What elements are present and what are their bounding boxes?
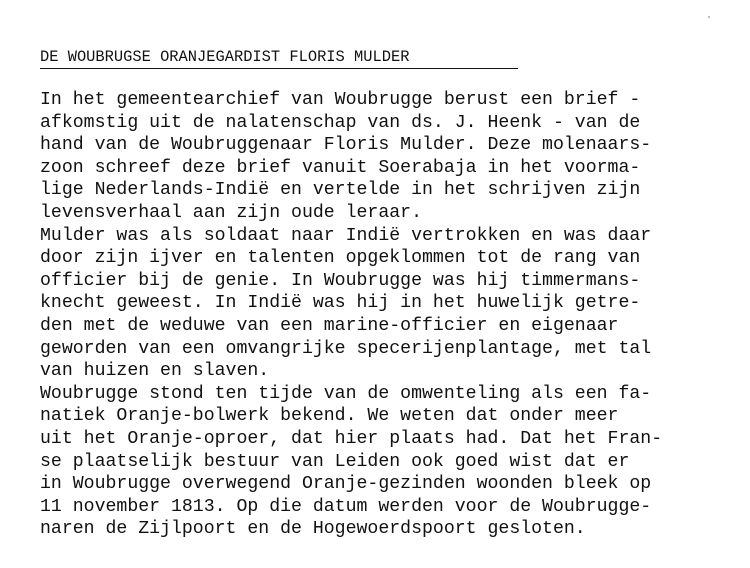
body-line: den met de weduwe van een marine-officier en eigenaar [40, 315, 619, 336]
body-line: Woubrugge stond ten tijde van de omwenteling als een fa- [40, 383, 652, 404]
scan-speck [708, 16, 710, 18]
body-line: In het gemeentearchief van Woubrugge berust een brief - [40, 90, 641, 110]
title-underline [40, 68, 518, 69]
article-body [40, 89, 730, 541]
body-line: knecht geweest. In Indië was hij in het huwelijk getre- [40, 293, 641, 314]
article-title: DE WOUBRUGSE ORANJEGARDIST FLORIS MULDER [40, 48, 410, 66]
body-line: door zijn ijver en talenten opgeklommen tot de rang van [40, 248, 641, 269]
body-line: se plaatselijk bestuur van Leiden ook goed wist dat er [40, 451, 630, 472]
body-line: in Woubrugge overwegend Oranje-gezinden woonden bleek op [40, 474, 652, 495]
body-line: uit het Oranje-oproer, dat hier plaats had. Dat het Fran- [40, 428, 663, 449]
body-line: afkomstig uit de nalatenschap van ds. J. Heenk - van de [40, 112, 641, 133]
body-line: geworden van een omvangrijke specerijenplantage, met tal [40, 338, 652, 359]
body-line: levensverhaal aan zijn oude leraar. [40, 202, 422, 223]
body-line: officier bij de genie. In Woubrugge was hij timmermans- [40, 270, 641, 291]
body-line: Mulder was als soldaat naar Indië vertrokken en was daar [40, 225, 652, 246]
body-line: lige Nederlands-Indië en vertelde in het schrijven zijn [40, 180, 641, 201]
body-line: hand van de Woubruggenaar Floris Mulder. Deze molenaars- [40, 135, 652, 156]
body-line: naren de Zijlpoort en de Hogewoerdspoort gesloten. [40, 519, 586, 540]
body-line: zoon schreef deze brief vanuit Soerabaja in het voorma- [40, 157, 641, 178]
body-line: van huizen en slaven. [40, 361, 270, 382]
body-line: 11 november 1813. Op die datum werden voor de Woubrugge- [40, 496, 652, 517]
body-line: natiek Oranje-bolwerk bekend. We weten dat onder meer [40, 406, 619, 427]
